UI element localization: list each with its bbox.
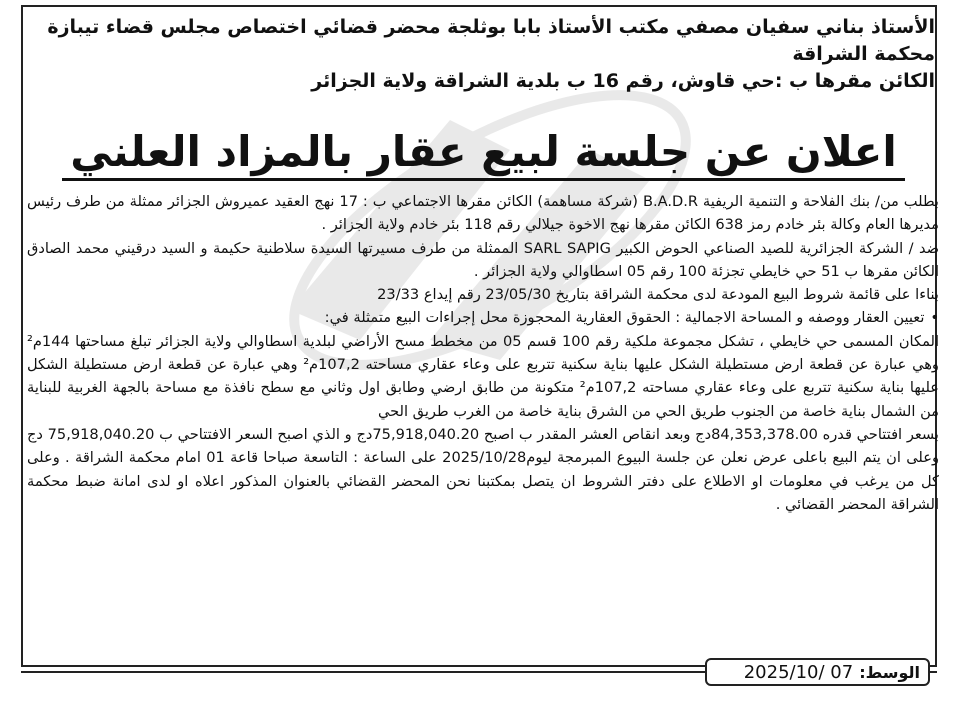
- notice-body: [27, 190, 939, 516]
- notice-title: اعلان عن جلسة لبيع عقار بالمزاد العلني: [62, 128, 905, 181]
- bailiff-line: الأستاذ بناني سفيان مصفي مكتب الأستاذ بابا بوثلجة محضر قضائي اختصاص مجلس قضاء تيبازة: [47, 16, 935, 38]
- newspaper-label: الوسط:: [859, 662, 920, 682]
- notice-header: [35, 14, 935, 95]
- conditions-paragraph: بناءا على قائمة شروط البيع المودعة لدى محكمة الشراقة بتاريخ 23/05/30 رقم إيداع 23/33: [377, 286, 939, 304]
- defendant-paragraph: ضد / الشركة الجزائرية للصيد الصناعي الحوض الكبير SARL SAPIG الممثلة من طرف مسيرتها السيدة سلاطنية حكيمة و السيد درقيني محمد الصادق الكائن مقرها ب 51 حي خايطي تجزئة 100 رقم 05 اسطاوالي ولاية الجزائر .: [27, 239, 939, 280]
- notice-title-block: [0, 128, 967, 181]
- address-line: الكائن مقرها ب :حي قاوش، رقم 16 ب بلدية الشراقة ولاية الجزائر: [311, 70, 935, 92]
- property-description: المكان المسمى حي خايطي ، تشكل مجموعة ملكية رقم 100 قسم 05 من مخطط مسح الأراضي لبلدية اسطاوالي ولاية الجزائر تبلغ مساحتها 144م² وهي عبارة عن قطعة ارض مستطيلة الشكل عليها بناية سكنية تتربع على وعاء عقاري مساحته 107,2م² وهي عبارة عن قطعة ارض مستطيلة الشكل عليها بناية سكنية تتربع على وعاء عقاري مساحته 107,2م² متكونة من طابق ارضي وطابق اول وثاني مع سطح نافذة مع مساحة بالجهة الغربية للبناية من الشمال بناية خاصة من الجنوب طريق الحي من الشرق بناية خاصة من الغرب طريق الحي: [27, 332, 940, 420]
- court-line: محكمة الشراقة: [792, 43, 935, 65]
- applicant-paragraph: بطلب من/ بنك الفلاحة و التنمية الريفية B.A.D.R (شركة مساهمة) الكائن مقرها الاجتماعي ب : 17 نهج العقيد عميروش الجزائر ممثلة من طرف رئيس مديرها العام وكالة بئر خادم رمز 638 الكائن مقرها نهج الاخوة جيلالي رقم 118 بئر خادم ولاية الجزائر .: [27, 193, 939, 234]
- publication-date: 2025/10/ 07: [743, 661, 854, 683]
- property-heading: • تعيين العقار ووصفه و المساحة الاجمالية : الحقوق العقارية المحجوزة محل إجراءات البيع متمثلة في:: [27, 306, 939, 329]
- price-and-session-paragraph: بسعر افتتاحي قدره 84,353,378.00دج وبعد انقاص العشر المقدر ب اصبح 75,918,040.20دج و الذي اصبح السعر الافتتاحي ب 75,918,040.20 دج وعلى ان يتم البيع باعلى عرض نعلن عن جلسة البيوع المبرمجة ليوم2025/10/28 على الساعة : التاسعة صباحا قاعة 01 امام محكمة الشراقة . وعلى كل من يرغب في معلومات او الاطلاع على دفتر الشروط ان يتصل بمكتبنا نحن المحضر القضائي بالعنوان المذكور اعلاه او لدى امانة ضبط محكمة الشراقة المحضر القضائي .: [27, 425, 939, 513]
- publication-date-box: [705, 658, 930, 686]
